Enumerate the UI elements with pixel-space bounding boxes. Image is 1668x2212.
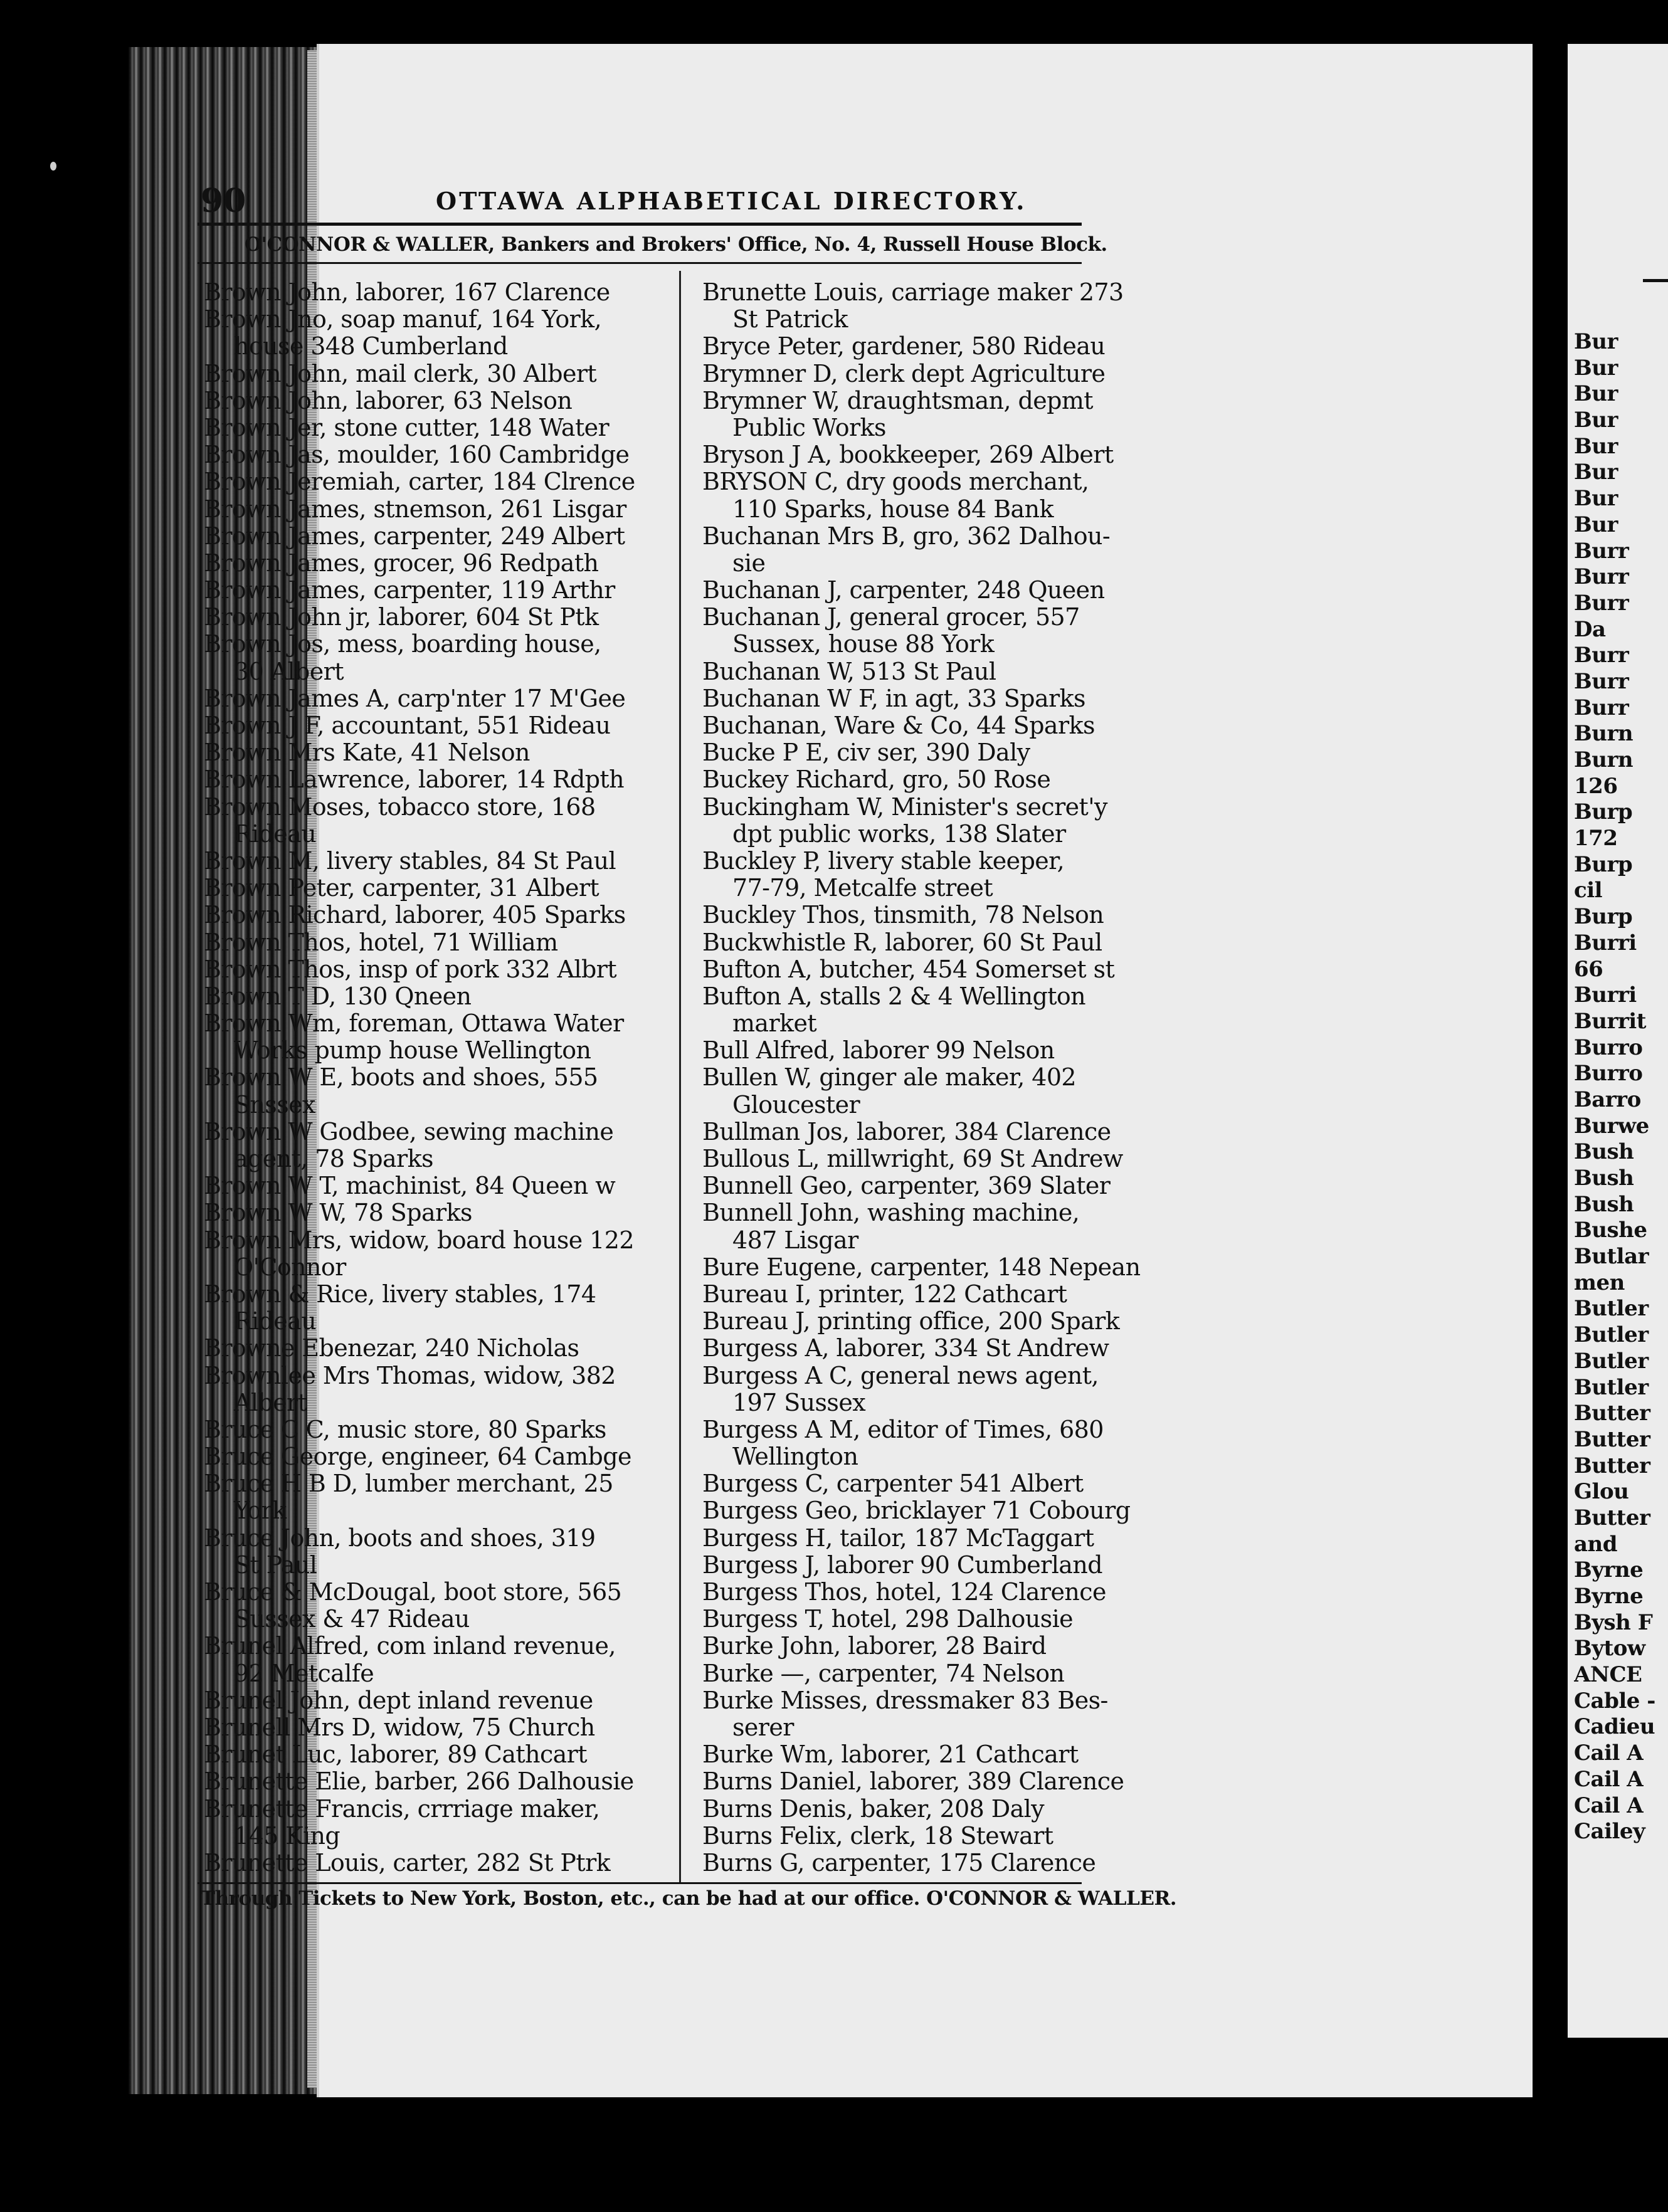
directory-entry: Brown Moses, tobacco store, 168	[204, 793, 596, 821]
directory-entry-continuation: Sussex & 47 Rideau	[234, 1605, 470, 1633]
directory-entry: Buchanan W, 513 St Paul	[702, 657, 996, 685]
facing-page-entry: Burr	[1574, 564, 1629, 590]
facing-page-entry: Bur	[1574, 355, 1618, 381]
directory-entry: Bruce George, engineer, 64 Cambge	[204, 1443, 631, 1471]
facing-page-entry: men	[1574, 1270, 1625, 1295]
directory-entry: Brown Jos, mess, boarding house,	[204, 630, 601, 658]
directory-entry-continuation: O'Connor	[234, 1253, 346, 1281]
facing-page-entry: Cail A	[1574, 1741, 1644, 1766]
directory-entry-continuation: Sussex, house 88 York	[732, 630, 995, 658]
directory-entry-continuation: St Paul	[234, 1551, 317, 1579]
directory-entry: Bureau J, printing office, 200 Spark	[702, 1307, 1120, 1335]
directory-entry: Brown Jeremiah, carter, 184 Clrence	[204, 468, 635, 496]
facing-page-entry: Burp	[1574, 851, 1633, 877]
directory-entry: Brown Richard, laborer, 405 Sparks	[204, 901, 626, 929]
directory-entry: Brown M, livery stables, 84 St Paul	[204, 846, 616, 875]
facing-page-entry: Glou	[1574, 1479, 1629, 1505]
facing-page-entry: Bysh F	[1574, 1609, 1653, 1635]
footer-rule	[198, 1882, 1082, 1884]
facing-page-entry: Bur	[1574, 433, 1618, 459]
directory-entry: Burke John, laborer, 28 Baird	[702, 1632, 1047, 1660]
directory-entry-continuation: York	[234, 1497, 287, 1525]
directory-entry-continuation: agent, 78 Sparks	[234, 1145, 433, 1172]
directory-entry-continuation: Wellington	[732, 1443, 858, 1471]
directory-entry-continuation: Works pump house Wellington	[234, 1036, 591, 1065]
directory-entry: Burgess A, laborer, 334 St Andrew	[702, 1334, 1109, 1362]
directory-entry: Bryson J A, bookkeeper, 269 Albert	[702, 441, 1114, 469]
directory-entry: Bruce John, boots and shoes, 319	[204, 1524, 596, 1552]
facing-page-entry: Cable -	[1574, 1688, 1655, 1714]
header-rule	[198, 223, 1082, 226]
directory-entry: Buckwhistle R, laborer, 60 St Paul	[702, 928, 1102, 956]
directory-entry: Browne Ebenezar, 240 Nicholas	[204, 1334, 579, 1362]
directory-entry: Buchanan W F, in agt, 33 Sparks	[702, 684, 1085, 712]
directory-entry: Brown Jer, stone cutter, 148 Water	[204, 413, 610, 441]
directory-entry-continuation: 92 Metcalfe	[234, 1659, 374, 1687]
facing-page-entry: Bur	[1574, 381, 1618, 407]
directory-entry: Brown W Godbee, sewing machine	[204, 1117, 614, 1146]
directory-entry: Bruce H B D, lumber merchant, 25	[204, 1470, 613, 1498]
directory-entry: Buckley P, livery stable keeper,	[702, 846, 1065, 875]
column-divider	[679, 271, 681, 1882]
facing-page-entry: Bur	[1574, 408, 1618, 433]
facing-page-rule	[1643, 279, 1668, 282]
facing-page-entry: Butler	[1574, 1374, 1649, 1400]
facing-page-entry: Burn	[1574, 721, 1634, 747]
facing-page-entry: 66	[1574, 956, 1603, 982]
directory-entry-continuation: Gloucester	[732, 1090, 860, 1119]
facing-page-entries	[1574, 329, 1668, 1845]
facing-page-entry: Bush	[1574, 1166, 1634, 1191]
directory-entry: Brown Mrs, widow, board house 122	[204, 1226, 634, 1254]
directory-entry: Burgess T, hotel, 298 Dalhousie	[702, 1605, 1074, 1633]
facing-page-entry: Bur	[1574, 460, 1618, 485]
right-column	[702, 279, 1148, 1877]
header-rule-lower	[198, 262, 1082, 264]
facing-page-entry: 172	[1574, 826, 1618, 851]
running-head: OTTAWA ALPHABETICAL DIRECTORY.	[436, 187, 1027, 215]
directory-entry: Burgess C, carpenter 541 Albert	[702, 1470, 1084, 1498]
directory-entry: Bruce C C, music store, 80 Sparks	[204, 1415, 606, 1443]
directory-entry: Bruce & McDougal, boot store, 565	[204, 1578, 622, 1606]
directory-entry-continuation: 110 Sparks, house 84 Bank	[732, 495, 1053, 523]
facing-page-entry: Burr	[1574, 668, 1629, 694]
directory-entry: Brown Thos, insp of pork 332 Albrt	[204, 955, 616, 983]
directory-entry-continuation: market	[732, 1009, 817, 1038]
footer-advertisement: Through Tickets to New York, Boston, etc., can be had at our office. O'CONNOR & WALLER.	[201, 1887, 1176, 1910]
facing-page-entry: Burro	[1574, 1061, 1643, 1087]
facing-page-entry: Butler	[1574, 1322, 1649, 1348]
facing-page-entry: Burr	[1574, 643, 1629, 668]
directory-entry: Brymner D, clerk dept Agriculture	[702, 359, 1106, 387]
directory-entry-continuation: Snssex	[234, 1090, 315, 1119]
facing-page-entry: Burwe	[1574, 1113, 1649, 1139]
directory-entry: Buchanan, Ware & Co, 44 Sparks	[702, 712, 1095, 739]
facing-page-entry: Cail A	[1574, 1766, 1644, 1792]
directory-entry: Brown Lawrence, laborer, 14 Rdpth	[204, 766, 624, 794]
directory-entry-continuation: 30 Albert	[234, 657, 344, 685]
facing-page-entry: Cadieu	[1574, 1714, 1655, 1740]
directory-entry: Brown J F, accountant, 551 Rideau	[204, 712, 611, 739]
facing-page-entry: Butter	[1574, 1453, 1650, 1478]
directory-entry: Brymner W, draughtsman, depmt	[702, 386, 1093, 414]
directory-entry: BRYSON C, dry goods merchant,	[702, 468, 1089, 496]
directory-entry: Bunnell John, washing machine,	[702, 1199, 1080, 1227]
facing-page-entry: Byrne	[1574, 1557, 1644, 1583]
facing-page-entry: Burri	[1574, 930, 1637, 956]
directory-entry: Brunet Luc, laborer, 89 Cathcart	[204, 1741, 587, 1769]
left-column	[204, 279, 649, 1877]
directory-entry: Brunell Mrs D, widow, 75 Church	[204, 1713, 595, 1741]
facing-page-entry: Burr	[1574, 538, 1629, 564]
page-number: 90	[201, 182, 246, 220]
directory-entry: Brown Jas, moulder, 160 Cambridge	[204, 441, 630, 469]
directory-entry: Brownlee Mrs Thomas, widow, 382	[204, 1361, 616, 1389]
directory-entry: Brown James A, carp'nter 17 M'Gee	[204, 684, 626, 712]
directory-entry-continuation: 487 Lisgar	[732, 1226, 858, 1254]
facing-page-entry: Bytow	[1574, 1636, 1645, 1662]
facing-page-entry: Da	[1574, 616, 1606, 642]
directory-entry: Burgess J, laborer 90 Cumberland	[702, 1551, 1102, 1579]
facing-page-fragment	[1568, 44, 1668, 2038]
facing-page-entry: Burr	[1574, 590, 1629, 616]
facing-page-entry: Butler	[1574, 1296, 1649, 1322]
directory-entry-continuation: Rideau	[234, 1307, 317, 1335]
directory-entry: Brunette Louis, carriage maker 273	[702, 278, 1124, 306]
directory-entry: Buchanan Mrs B, gro, 362 Dalhou-	[702, 522, 1111, 550]
directory-entry: Brown Mrs Kate, 41 Nelson	[204, 739, 530, 767]
directory-entry-continuation: 197 Sussex	[732, 1388, 866, 1416]
directory-entry: Bureau I, printer, 122 Cathcart	[702, 1280, 1067, 1308]
directory-entry-continuation: sie	[732, 549, 766, 577]
directory-entry-continuation: dpt public works, 138 Slater	[732, 819, 1066, 848]
directory-entry-continuation: Albert	[234, 1388, 307, 1416]
directory-entry: Burns Denis, baker, 208 Daly	[702, 1794, 1045, 1823]
directory-entry: Brunette Elie, barber, 266 Dalhousie	[204, 1767, 634, 1796]
header-advertisement: O'CONNOR & WALLER, Bankers and Brokers' Office, No. 4, Russell House Block.	[245, 233, 1107, 256]
facing-page-entry: Burp	[1574, 799, 1633, 825]
facing-page-entry: Cailey	[1574, 1819, 1645, 1845]
facing-page-entry: Butter	[1574, 1505, 1650, 1530]
directory-entry: Burke Misses, dressmaker 83 Bes-	[702, 1686, 1108, 1714]
facing-page-entry: Bur	[1574, 329, 1618, 354]
directory-entry: Brunette Louis, carter, 282 St Ptrk	[204, 1848, 611, 1877]
directory-entry: Burgess Thos, hotel, 124 Clarence	[702, 1578, 1106, 1606]
directory-entry: Brown James, stnemson, 261 Lisgar	[204, 495, 626, 523]
directory-entry: Brown John, laborer, 167 Clarence	[204, 278, 610, 306]
facing-page-entry: and	[1574, 1531, 1618, 1557]
directory-entry: Burns G, carpenter, 175 Clarence	[702, 1848, 1096, 1877]
directory-entry: Bufton A, butcher, 454 Somerset st	[702, 955, 1115, 983]
directory-entry: Brown W W, 78 Sparks	[204, 1199, 472, 1227]
facing-page-entry: Burrit	[1574, 1008, 1646, 1034]
facing-page-entry: Burp	[1574, 904, 1633, 930]
scan-speck	[50, 162, 56, 171]
facing-page-entry: Butter	[1574, 1401, 1650, 1426]
directory-entry-continuation: 77-79, Metcalfe street	[732, 874, 993, 902]
facing-page-entry: Bushe	[1574, 1218, 1647, 1243]
directory-entry: Bufton A, stalls 2 & 4 Wellington	[702, 982, 1086, 1010]
facing-page-entry: Burri	[1574, 982, 1637, 1008]
directory-entry: Brown John, mail clerk, 30 Albert	[204, 359, 597, 387]
directory-entry: Buckey Richard, gro, 50 Rose	[702, 766, 1051, 794]
directory-entry-continuation: house 348 Cumberland	[234, 332, 508, 361]
directory-entry: Brown James, carpenter, 249 Albert	[204, 522, 625, 550]
facing-page-entry: Burro	[1574, 1035, 1643, 1060]
directory-entry: Brown James, carpenter, 119 Arthr	[204, 576, 615, 604]
directory-entry-continuation: Rideau	[234, 819, 317, 848]
facing-page-entry: Bush	[1574, 1191, 1634, 1217]
directory-entry: Buckley Thos, tinsmith, 78 Nelson	[702, 901, 1104, 929]
facing-page-entry: Butlar	[1574, 1244, 1649, 1270]
directory-entry-continuation: 145 King	[234, 1821, 340, 1850]
directory-entry: Buchanan J, general grocer, 557	[702, 603, 1080, 631]
directory-entry: Burke —, carpenter, 74 Nelson	[702, 1659, 1065, 1687]
facing-page-entry: 126	[1574, 773, 1618, 799]
directory-entry: Brown & Rice, livery stables, 174	[204, 1280, 596, 1308]
facing-page-entry: cil	[1574, 878, 1603, 903]
directory-entry: Bunnell Geo, carpenter, 369 Slater	[702, 1172, 1111, 1200]
facing-page-entry: ANCE	[1574, 1662, 1642, 1688]
directory-entry: Bullman Jos, laborer, 384 Clarence	[702, 1117, 1111, 1146]
facing-page-entry: Barro	[1574, 1087, 1641, 1112]
directory-entry: Burgess H, tailor, 187 McTaggart	[702, 1524, 1094, 1552]
facing-page-entry: Bur	[1574, 486, 1618, 512]
directory-entry: Buchanan J, carpenter, 248 Queen	[702, 576, 1105, 604]
directory-entry: Brown John jr, laborer, 604 St Ptk	[204, 603, 599, 631]
directory-entry: Bull Alfred, laborer 99 Nelson	[702, 1036, 1055, 1065]
directory-entry-continuation: serer	[732, 1713, 794, 1741]
directory-entry-continuation: Public Works	[732, 413, 886, 441]
directory-entry: Bullous L, millwright, 69 St Andrew	[702, 1145, 1123, 1172]
facing-page-entry: Bush	[1574, 1139, 1634, 1165]
directory-entry: Brown Wm, foreman, Ottawa Water	[204, 1009, 624, 1038]
directory-entry: Buckingham W, Minister's secret'y	[702, 793, 1107, 821]
facing-page-entry: Butter	[1574, 1426, 1650, 1452]
directory-entry: Burgess A M, editor of Times, 680	[702, 1415, 1104, 1443]
directory-entry: Brown W E, boots and shoes, 555	[204, 1063, 598, 1092]
directory-entry: Bure Eugene, carpenter, 148 Nepean	[702, 1253, 1141, 1281]
directory-entry: Bryce Peter, gardener, 580 Rideau	[702, 332, 1106, 361]
directory-entry: Burgess Geo, bricklayer 71 Cobourg	[702, 1497, 1131, 1525]
directory-entry: Brown Jno, soap manuf, 164 York,	[204, 305, 602, 334]
directory-entry: Brown T D, 130 Qneen	[204, 982, 472, 1010]
directory-entry: Bucke P E, civ ser, 390 Daly	[702, 739, 1030, 767]
directory-entry: Brown Peter, carpenter, 31 Albert	[204, 874, 599, 902]
facing-page-entry: Cail A	[1574, 1793, 1644, 1818]
directory-entry: Brown Thos, hotel, 71 William	[204, 928, 558, 956]
directory-entry: Bullen W, ginger ale maker, 402	[702, 1063, 1076, 1092]
facing-page-entry: Burn	[1574, 747, 1634, 772]
directory-entry: Burns Felix, clerk, 18 Stewart	[702, 1821, 1053, 1850]
facing-page-entry: Burr	[1574, 695, 1629, 720]
directory-entry: Brown James, grocer, 96 Redpath	[204, 549, 599, 577]
facing-page-entry: Byrne	[1574, 1584, 1644, 1609]
directory-entry: Brunel Alfred, com inland revenue,	[204, 1632, 616, 1660]
directory-entry: Burgess A C, general news agent,	[702, 1361, 1099, 1389]
directory-entry: Brunette Francis, crrriage maker,	[204, 1794, 600, 1823]
directory-entry: Brown W T, machinist, 84 Queen w	[204, 1172, 616, 1200]
directory-entry-continuation: St Patrick	[732, 305, 848, 334]
directory-entry: Burke Wm, laborer, 21 Cathcart	[702, 1741, 1079, 1769]
facing-page-entry: Butler	[1574, 1348, 1649, 1374]
directory-entry: Burns Daniel, laborer, 389 Clarence	[702, 1767, 1124, 1796]
facing-page-entry: Bur	[1574, 512, 1618, 537]
directory-entry: Brown John, laborer, 63 Nelson	[204, 386, 573, 414]
directory-entry: Brunel John, dept inland revenue	[204, 1686, 593, 1714]
